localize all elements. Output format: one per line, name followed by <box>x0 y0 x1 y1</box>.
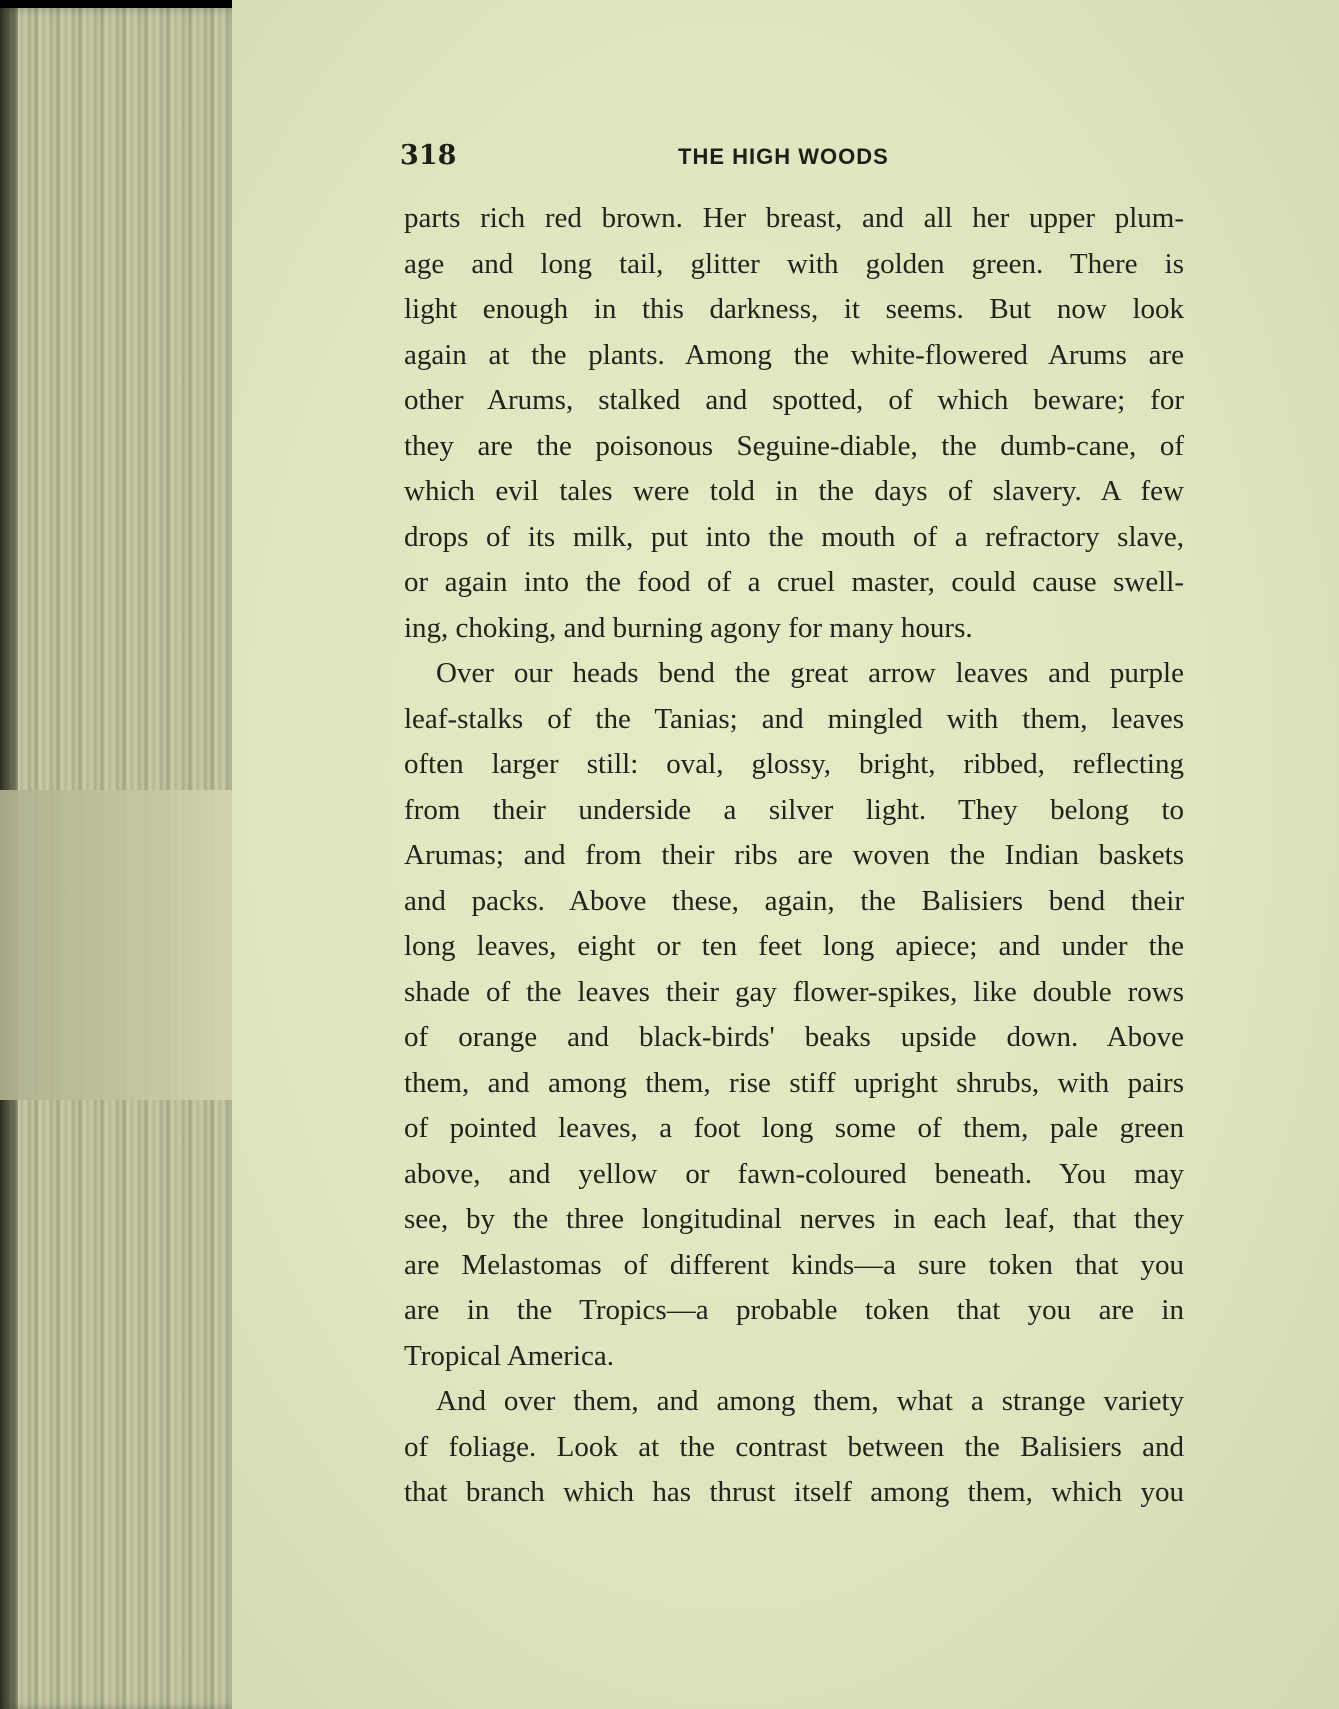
page-number: 318 <box>400 140 457 171</box>
text-line: Tropical America. <box>404 1339 614 1372</box>
text-line: above, and yellow or fawn-coloured beneath. You may <box>404 1157 1184 1190</box>
text-line: are in the Tropics—a probable token that you are in <box>404 1294 1184 1326</box>
text-line: Over our heads bend the great arrow leaves and purple <box>436 657 1184 689</box>
page-header <box>400 140 1180 176</box>
text-line: of pointed leaves, a foot long some of them, pale green <box>404 1112 1184 1144</box>
text-line: ing, choking, and burning agony for many hours. <box>404 611 973 644</box>
text-line: that branch which has thrust itself among them, which you <box>404 1476 1184 1508</box>
text-line: they are the poisonous Seguine-diable, the dumb-cane, of <box>404 429 1184 462</box>
running-head: THE HIGH WOODS <box>678 144 889 169</box>
text-line: And over them, and among them, what a strange variety <box>436 1385 1184 1417</box>
text-line: and packs. Above these, again, the Balisiers bend their <box>404 884 1184 917</box>
text-line: shade of the leaves their gay flower-spikes, like double rows <box>404 975 1184 1008</box>
text-line: parts rich red brown. Her breast, and all her upper plum- <box>404 202 1184 234</box>
text-line: of foliage. Look at the contrast between the Balisiers and <box>404 1430 1184 1463</box>
text-line: are Melastomas of different kinds—a sure token that you <box>404 1248 1184 1281</box>
text-line: or again into the food of a cruel master, could cause swell- <box>404 566 1184 598</box>
body-text <box>404 196 1184 1516</box>
text-line: which evil tales were told in the days of slavery. A few <box>404 475 1184 507</box>
text-line: often larger still: oval, glossy, bright, ribbed, reflecting <box>404 748 1184 780</box>
text-line: leaf-stalks of the Tanias; and mingled with them, leaves <box>404 702 1184 735</box>
text-line: other Arums, stalked and spotted, of which beware; for <box>404 384 1184 416</box>
text-line: drops of its milk, put into the mouth of a refractory slave, <box>404 520 1184 553</box>
text-line: them, and among them, rise stiff upright shrubs, with pairs <box>404 1066 1184 1099</box>
text-line: again at the plants. Among the white-flowered Arums are <box>404 338 1184 371</box>
text-line: light enough in this darkness, it seems. But now look <box>404 293 1184 325</box>
page-edge-shadow <box>0 790 252 1100</box>
text-line: Arumas; and from their ribs are woven the Indian baskets <box>404 839 1184 871</box>
text-line: age and long tail, glitter with golden green. There is <box>404 247 1184 280</box>
text-line: of orange and black-birds' beaks upside down. Above <box>404 1021 1184 1053</box>
book-page <box>232 0 1339 1709</box>
text-line: see, by the three longitudinal nerves in each leaf, that they <box>404 1203 1184 1235</box>
text-line: from their underside a silver light. They belong to <box>404 793 1184 826</box>
text-line: long leaves, eight or ten feet long apiece; and under the <box>404 930 1184 962</box>
